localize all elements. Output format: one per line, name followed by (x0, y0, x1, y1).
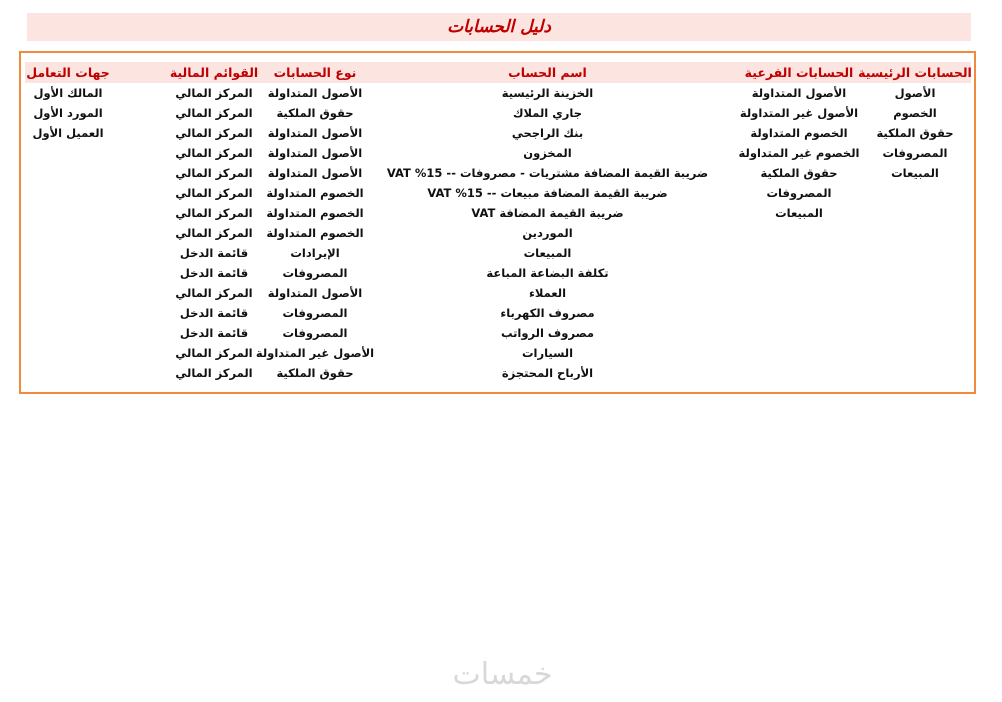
table-cell: الخصوم المتداولة (266, 206, 364, 220)
table-cell: المركز المالي (175, 106, 253, 120)
table-cell: قائمة الدخل (179, 326, 249, 340)
table-cell: المصروفات (282, 266, 348, 280)
table-cell: الأصول المتداولة (751, 86, 847, 100)
table-cell: المركز المالي (175, 146, 253, 160)
table-cell: السيارات (521, 346, 574, 360)
table-cell: الخصوم (893, 106, 937, 120)
table-cell: المبيعات (523, 246, 572, 260)
column-sub-accounts (735, 62, 863, 223)
table-cell: الأصول غير المتداولة (255, 346, 375, 360)
table-cell: بنك الراجحي (511, 126, 584, 140)
table-cell: حقوق الملكية (876, 126, 954, 140)
column-account-types (255, 62, 375, 383)
table-cell: قائمة الدخل (179, 306, 249, 320)
table-cell: الأصول المتداولة (267, 166, 363, 180)
table-cell: الأصول المتداولة (267, 286, 363, 300)
column-header: الحسابات الفرعية (744, 65, 854, 80)
table-cell: المصروفات (766, 186, 832, 200)
table-cell: المصروفات (882, 146, 948, 160)
table-cell: الأرباح المحتجزة (501, 366, 594, 380)
column-header: اسم الحساب (508, 65, 587, 80)
column-header: الحسابات الرئيسية (858, 65, 972, 80)
table-cell: المركز المالي (175, 86, 253, 100)
table-cell: المالك الأول (33, 86, 103, 100)
table-cell: الأصول المتداولة (267, 86, 363, 100)
table-cell: الخصوم غير المتداولة (738, 146, 860, 160)
column-main-accounts (858, 62, 972, 183)
table-cell: الأصول المتداولة (267, 146, 363, 160)
table-cell: مصروف الرواتب (500, 326, 595, 340)
table-cell: العملاء (528, 286, 567, 300)
table-cell: العميل الأول (32, 126, 104, 140)
table-cell: المركز المالي (175, 186, 253, 200)
table-cell: الخصوم المتداولة (266, 226, 364, 240)
table-cell: حقوق الملكية (276, 106, 354, 120)
table-cell: الأصول (894, 86, 936, 100)
table-cell: حقوق الملكية (760, 166, 838, 180)
table-cell: الإيرادات (290, 246, 340, 260)
table-cell: المورد الأول (33, 106, 103, 120)
table-cell: المركز المالي (175, 206, 253, 220)
table-cell: المصروفات (282, 306, 348, 320)
table-cell: المركز المالي (175, 346, 253, 360)
table-cell: ضريبة القيمة المضافة VAT (471, 206, 624, 220)
table-cell: المركز المالي (175, 366, 253, 380)
table-cell: المركز المالي (175, 126, 253, 140)
column-account-names (370, 62, 725, 383)
table-cell: المركز المالي (175, 286, 253, 300)
column-parties (22, 62, 114, 143)
column-header: نوع الحسابات (273, 65, 357, 80)
table-cell: الخصوم المتداولة (266, 186, 364, 200)
table-cell: المركز المالي (175, 166, 253, 180)
table-cell: الأصول غير المتداولة (739, 106, 859, 120)
table-cell: ضريبة القيمة المضافة مشتريات - مصروفات -- VAT %15 (386, 166, 709, 180)
table-cell: جاري الملاك (512, 106, 582, 120)
table-cell: الأصول المتداولة (267, 126, 363, 140)
column-header: جهات التعامل (26, 65, 110, 80)
column-header: القوائم المالية (169, 65, 259, 80)
table-cell: المخزون (523, 146, 572, 160)
title-banner (27, 13, 971, 41)
table-cell: تكلفة البضاعة المباعة (486, 266, 609, 280)
table-cell: المبيعات (775, 206, 823, 220)
watermark-logo: خمسات (452, 657, 553, 692)
table-cell: الموردين (522, 226, 573, 240)
table-cell: المصروفات (282, 326, 348, 340)
table-cell: المركز المالي (175, 226, 253, 240)
table-cell: المبيعات (891, 166, 939, 180)
table-cell: قائمة الدخل (179, 246, 249, 260)
table-cell: ضريبة القيمة المضافة مبيعات -- VAT %15 (427, 186, 668, 200)
page-title: دليل الحسابات (447, 17, 551, 37)
table-cell: مصروف الكهرباء (500, 306, 595, 320)
table-cell: قائمة الدخل (179, 266, 249, 280)
column-financial-statements (168, 62, 260, 383)
table-cell: الخصوم المتداولة (750, 126, 848, 140)
table-cell: الخزينة الرئيسية (501, 86, 594, 100)
table-cell: حقوق الملكية (276, 366, 354, 380)
